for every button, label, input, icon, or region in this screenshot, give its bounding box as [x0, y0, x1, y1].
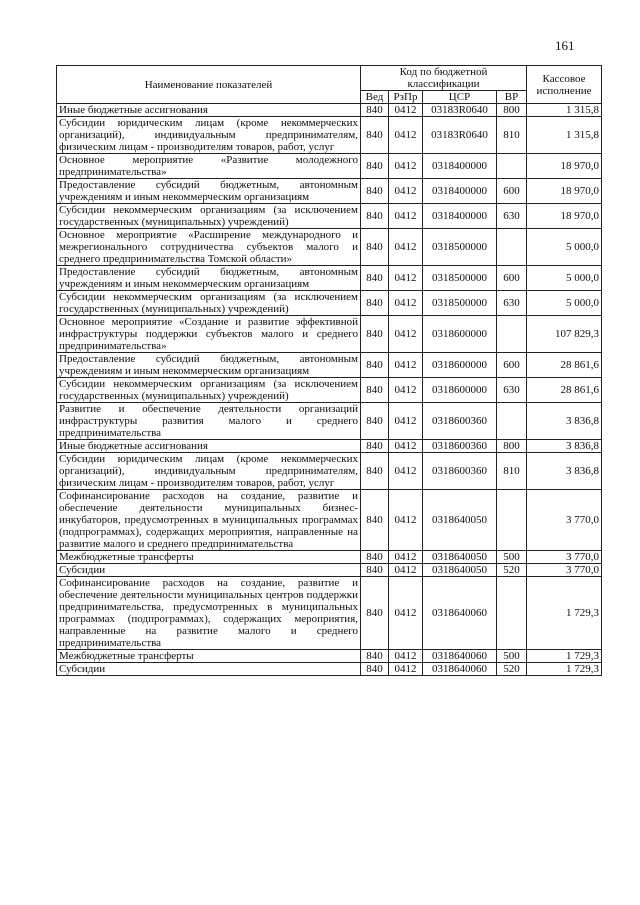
cell-name: Межбюджетные трансферты	[57, 551, 361, 564]
cell-vr: 630	[497, 378, 527, 403]
table-row	[57, 353, 602, 378]
cell-ved: 840	[361, 229, 389, 266]
cell-rzpr: 0412	[389, 564, 423, 577]
cell-vr	[497, 154, 527, 179]
cell-amount: 5 000,0	[527, 229, 602, 266]
cell-ved: 840	[361, 440, 389, 453]
cell-vr: 600	[497, 179, 527, 204]
cell-rzpr: 0412	[389, 378, 423, 403]
table-row	[57, 440, 602, 453]
cell-csr: 0318600360	[423, 440, 497, 453]
table-row	[57, 179, 602, 204]
cell-vr	[497, 316, 527, 353]
cell-name: Основное мероприятие «Расширение международного и межрегионального сотрудничества субъектов малого и среднего предпринимательства Томской области»	[57, 229, 361, 266]
cell-name: Субсидии юридическим лицам (кроме некоммерческих организаций), индивидуальным предпринимателям, физическим лицам - производителям товаров, работ, услуг	[57, 117, 361, 154]
cell-csr: 0318600000	[423, 316, 497, 353]
cell-vr	[497, 577, 527, 650]
cell-ved: 840	[361, 453, 389, 490]
cell-amount: 5 000,0	[527, 266, 602, 291]
cell-csr: 0318640050	[423, 490, 497, 551]
cell-csr: 03183R0640	[423, 117, 497, 154]
cell-csr: 0318640060	[423, 577, 497, 650]
cell-name: Межбюджетные трансферты	[57, 650, 361, 663]
cell-vr: 520	[497, 663, 527, 676]
header-csr: ЦСР	[423, 91, 497, 104]
cell-rzpr: 0412	[389, 650, 423, 663]
header-code-group: Код по бюджетной классификации	[361, 66, 527, 91]
cell-amount: 5 000,0	[527, 291, 602, 316]
table-row	[57, 490, 602, 551]
cell-rzpr: 0412	[389, 577, 423, 650]
cell-csr: 0318400000	[423, 204, 497, 229]
table-row	[57, 564, 602, 577]
cell-vr: 630	[497, 291, 527, 316]
cell-name: Субсидии некоммерческим организациям (за исключением государственных (муниципальных) учреждений)	[57, 204, 361, 229]
table-row	[57, 453, 602, 490]
cell-rzpr: 0412	[389, 453, 423, 490]
cell-rzpr: 0412	[389, 104, 423, 117]
cell-amount: 3 770,0	[527, 490, 602, 551]
cell-vr	[497, 229, 527, 266]
cell-amount: 3 770,0	[527, 551, 602, 564]
cell-name: Развитие и обеспечение деятельности организаций инфраструктуры развития малого и среднего предпринимательства	[57, 403, 361, 440]
cell-rzpr: 0412	[389, 663, 423, 676]
table-row	[57, 291, 602, 316]
cell-vr: 630	[497, 204, 527, 229]
cell-ved: 840	[361, 291, 389, 316]
cell-ved: 840	[361, 353, 389, 378]
table-row	[57, 650, 602, 663]
cell-csr: 0318640050	[423, 551, 497, 564]
table-row	[57, 104, 602, 117]
header-rzpr: РзПр	[389, 91, 423, 104]
cell-ved: 840	[361, 179, 389, 204]
cell-rzpr: 0412	[389, 551, 423, 564]
table-body	[57, 104, 602, 676]
cell-ved: 840	[361, 650, 389, 663]
header-name: Наименование показателей	[57, 66, 361, 104]
cell-ved: 840	[361, 663, 389, 676]
cell-csr: 03183R0640	[423, 104, 497, 117]
table-row	[57, 577, 602, 650]
cell-vr: 810	[497, 453, 527, 490]
cell-rzpr: 0412	[389, 403, 423, 440]
table-row	[57, 378, 602, 403]
cell-csr: 0318640060	[423, 663, 497, 676]
cell-name: Предоставление субсидий бюджетным, автономным учреждениям и иным некоммерческим организациям	[57, 266, 361, 291]
cell-vr	[497, 490, 527, 551]
cell-csr: 0318500000	[423, 291, 497, 316]
cell-name: Иные бюджетные ассигнования	[57, 104, 361, 117]
cell-name: Предоставление субсидий бюджетным, автономным учреждениям и иным некоммерческим организациям	[57, 353, 361, 378]
cell-amount: 18 970,0	[527, 179, 602, 204]
budget-table	[56, 65, 602, 676]
cell-name: Субсидии юридическим лицам (кроме некоммерческих организаций), индивидуальным предпринимателям, физическим лицам - производителям товаров, работ, услуг	[57, 453, 361, 490]
cell-ved: 840	[361, 104, 389, 117]
cell-name: Софинансирование расходов на создание, развитие и обеспечение деятельности муниципальных центров поддержки предпринимательства, предусмотренных в муниципальных программах (подпрограммах), содержащих мероприятия, направленные на развитие малого и среднего предпринимательства	[57, 577, 361, 650]
cell-name: Иные бюджетные ассигнования	[57, 440, 361, 453]
cell-rzpr: 0412	[389, 440, 423, 453]
cell-vr: 810	[497, 117, 527, 154]
cell-csr: 0318640050	[423, 564, 497, 577]
cell-amount: 28 861,6	[527, 353, 602, 378]
cell-amount: 1 729,3	[527, 577, 602, 650]
header-vr: ВР	[497, 91, 527, 104]
table-row	[57, 266, 602, 291]
cell-vr	[497, 403, 527, 440]
cell-amount: 107 829,3	[527, 316, 602, 353]
cell-amount: 3 836,8	[527, 403, 602, 440]
cell-rzpr: 0412	[389, 117, 423, 154]
cell-amount: 1 315,8	[527, 104, 602, 117]
cell-csr: 0318500000	[423, 266, 497, 291]
cell-name: Субсидии	[57, 564, 361, 577]
cell-vr: 600	[497, 353, 527, 378]
cell-rzpr: 0412	[389, 266, 423, 291]
cell-amount: 18 970,0	[527, 154, 602, 179]
table-row	[57, 204, 602, 229]
cell-amount: 18 970,0	[527, 204, 602, 229]
cell-ved: 840	[361, 316, 389, 353]
cell-ved: 840	[361, 204, 389, 229]
cell-name: Софинансирование расходов на создание, развитие и обеспечение деятельности муниципальных бизнес-инкубаторов, предусмотренных в муниципальных программах (подпрограммах), содержащих мероприятия, направленные на развитие малого и среднего предпринимательства	[57, 490, 361, 551]
cell-ved: 840	[361, 378, 389, 403]
cell-ved: 840	[361, 551, 389, 564]
table-row	[57, 316, 602, 353]
cell-rzpr: 0412	[389, 229, 423, 266]
table-row	[57, 663, 602, 676]
cell-csr: 0318400000	[423, 179, 497, 204]
cell-ved: 840	[361, 564, 389, 577]
cell-rzpr: 0412	[389, 316, 423, 353]
cell-rzpr: 0412	[389, 204, 423, 229]
cell-rzpr: 0412	[389, 291, 423, 316]
cell-rzpr: 0412	[389, 353, 423, 378]
cell-amount: 3 836,8	[527, 440, 602, 453]
cell-ved: 840	[361, 403, 389, 440]
cell-name: Основное мероприятие «Создание и развитие эффективной инфраструктуры поддержки субъектов малого и среднего предпринимательства»	[57, 316, 361, 353]
cell-csr: 0318500000	[423, 229, 497, 266]
cell-rzpr: 0412	[389, 154, 423, 179]
cell-csr: 0318400000	[423, 154, 497, 179]
page-number: 161	[555, 38, 575, 53]
cell-ved: 840	[361, 154, 389, 179]
cell-vr: 800	[497, 440, 527, 453]
cell-vr: 800	[497, 104, 527, 117]
cell-name: Субсидии некоммерческим организациям (за исключением государственных (муниципальных) учреждений)	[57, 378, 361, 403]
table-row	[57, 229, 602, 266]
cell-vr: 600	[497, 266, 527, 291]
cell-ved: 840	[361, 117, 389, 154]
cell-amount: 3 836,8	[527, 453, 602, 490]
cell-rzpr: 0412	[389, 179, 423, 204]
cell-rzpr: 0412	[389, 490, 423, 551]
table-row	[57, 551, 602, 564]
table-header	[57, 66, 602, 104]
cell-csr: 0318600000	[423, 353, 497, 378]
cell-vr: 500	[497, 650, 527, 663]
cell-vr: 520	[497, 564, 527, 577]
cell-amount: 1 729,3	[527, 663, 602, 676]
cell-amount: 1 315,8	[527, 117, 602, 154]
cell-name: Основное мероприятие «Развитие молодежного предпринимательства»	[57, 154, 361, 179]
cell-ved: 840	[361, 266, 389, 291]
cell-csr: 0318600360	[423, 403, 497, 440]
header-amount: Кассовое исполнение	[527, 66, 602, 104]
cell-vr: 500	[497, 551, 527, 564]
cell-name: Субсидии	[57, 663, 361, 676]
table-row	[57, 154, 602, 179]
cell-csr: 0318640060	[423, 650, 497, 663]
cell-amount: 3 770,0	[527, 564, 602, 577]
header-ved: Вед	[361, 91, 389, 104]
cell-amount: 1 729,3	[527, 650, 602, 663]
cell-ved: 840	[361, 490, 389, 551]
table-row	[57, 403, 602, 440]
cell-ved: 840	[361, 577, 389, 650]
cell-csr: 0318600360	[423, 453, 497, 490]
cell-name: Предоставление субсидий бюджетным, автономным учреждениям и иным некоммерческим организациям	[57, 179, 361, 204]
cell-csr: 0318600000	[423, 378, 497, 403]
cell-amount: 28 861,6	[527, 378, 602, 403]
cell-name: Субсидии некоммерческим организациям (за исключением государственных (муниципальных) учреждений)	[57, 291, 361, 316]
table-row	[57, 117, 602, 154]
